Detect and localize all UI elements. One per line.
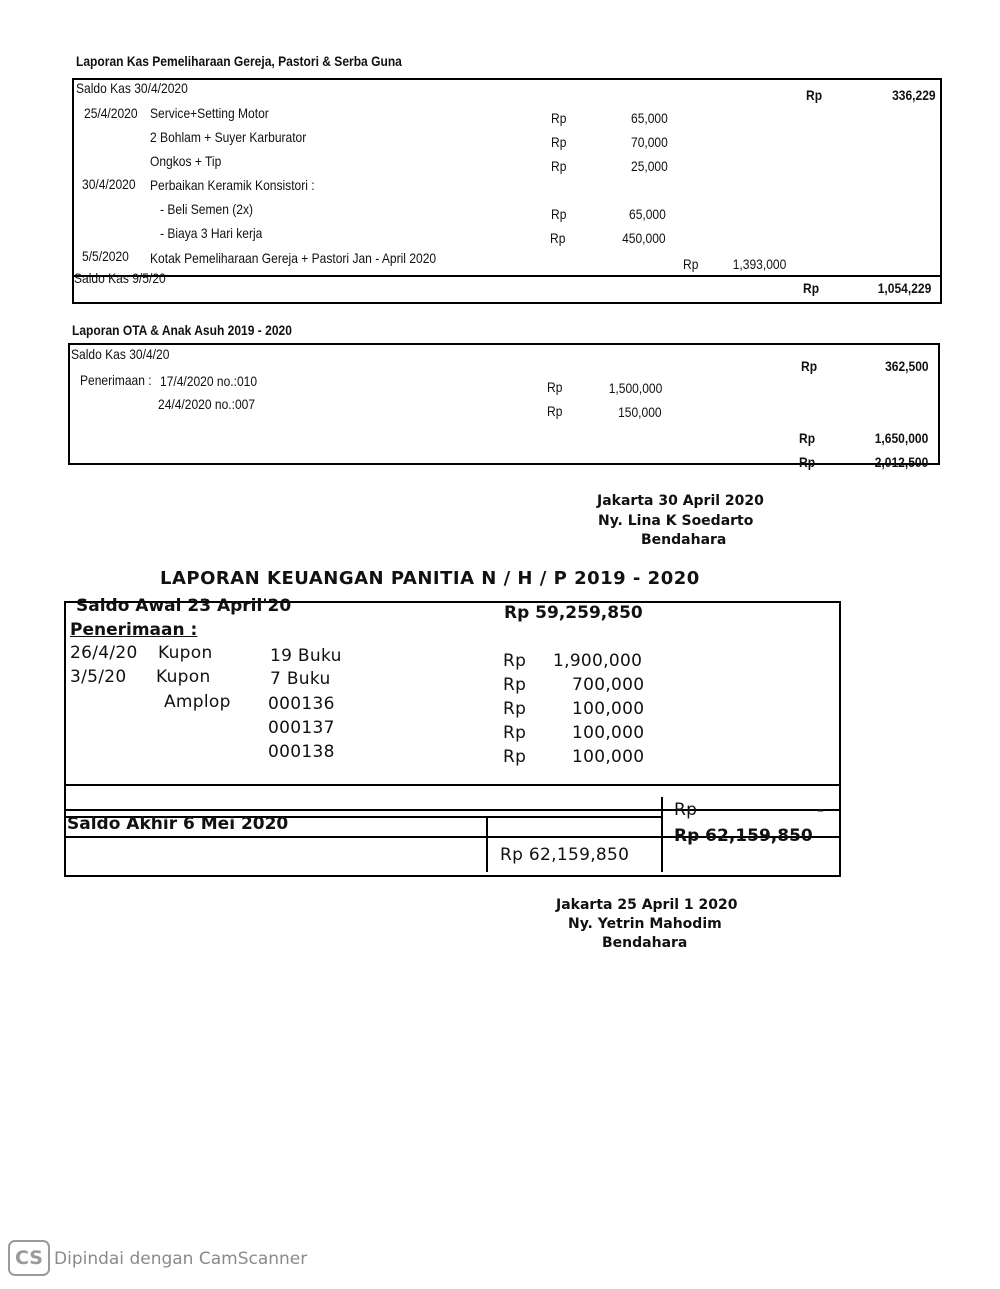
row-amount: 100,000 (572, 723, 645, 743)
section3-closing-value: Rp 62,159,850 (674, 826, 813, 846)
row-amount: 450,000 (622, 230, 666, 246)
row-description: Service+Setting Motor (150, 105, 269, 121)
section1-opening-amount: 336,229 (892, 87, 936, 103)
row-amount: 1,500,000 (608, 380, 662, 396)
section3-col-right (661, 797, 663, 872)
row-quantity: 7 Buku (270, 669, 331, 689)
signature-place-date: Jakarta 30 April 2020 (597, 493, 764, 509)
row-amount: 700,000 (572, 675, 645, 695)
expense-dash: - (817, 800, 825, 820)
signature-place-date: Jakarta 25 April 1 2020 (556, 897, 738, 913)
row-amount: 70,000 (631, 134, 668, 150)
row-amount: 150,000 (618, 404, 662, 420)
expense-currency: Rp (674, 800, 698, 820)
signature-name: Ny. Yetrin Mahodim (568, 916, 722, 932)
row-currency: Rp (550, 230, 566, 246)
section2-total-amount: 2,012,500 (874, 454, 928, 470)
row-currency: Rp (547, 379, 563, 395)
section3-col-mid (486, 816, 488, 872)
section1-closing-amount: 1,054,229 (877, 280, 931, 296)
row-currency: Rp (551, 206, 567, 222)
row-description: - Biaya 3 Hari kerja (160, 225, 263, 241)
section1-closing-divider (72, 275, 940, 277)
row-currency: Rp (503, 699, 527, 719)
row-quantity: 000138 (268, 742, 335, 762)
section2-subtotal-amount: 1,650,000 (874, 430, 928, 446)
section1-title: Laporan Kas Pemeliharaan Gereja, Pastori & Serba Guna (76, 53, 402, 69)
row-amount: 65,000 (629, 206, 666, 222)
section2-title: Laporan OTA & Anak Asuh 2019 - 2020 (72, 322, 292, 338)
row-amount: 25,000 (631, 158, 668, 174)
section3-receipt-label: Penerimaan : (70, 620, 198, 640)
section2-opening-amount: 362,500 (885, 358, 929, 374)
row-description: 24/4/2020 no.:007 (158, 396, 256, 412)
camscanner-logo-icon: CS (8, 1240, 50, 1276)
section2-total-currency: Rp (799, 454, 816, 470)
signature-role: Bendahara (641, 532, 727, 548)
row-description: - Beli Semen (2x) (160, 201, 254, 217)
income-currency: Rp (683, 256, 699, 272)
row-amount: 1,900,000 (553, 651, 643, 671)
section3-opening-label: Saldo Awal 23 April'20 (76, 596, 292, 616)
section1-closing-label: Saldo Kas 9/5/20 (74, 270, 166, 286)
section3-divider-top (64, 784, 839, 786)
row-currency: Rp (551, 110, 567, 126)
row-date: 25/4/2020 (84, 105, 138, 121)
row-currency: Rp (503, 723, 527, 743)
row-amount: 100,000 (572, 747, 645, 767)
section2-opening-label: Saldo Kas 30/4/20 (71, 346, 170, 362)
signature-role: Bendahara (602, 935, 688, 951)
row-item: Amplop (164, 692, 231, 712)
row-quantity: 000137 (268, 718, 335, 738)
row-description: 2 Bohlam + Suyer Karburator (150, 129, 307, 145)
row-currency: Rp (503, 747, 527, 767)
section3-opening-value: Rp 59,259,850 (504, 603, 643, 623)
row-date: 30/4/2020 (82, 176, 136, 192)
section3-check-value: Rp 62,159,850 (500, 845, 630, 865)
income-date: 5/5/2020 (82, 248, 129, 264)
row-currency: Rp (503, 651, 527, 671)
section2-subtotal-currency: Rp (799, 430, 816, 446)
row-quantity: 000136 (268, 694, 335, 714)
row-currency: Rp (547, 403, 563, 419)
section2-opening-currency: Rp (801, 358, 818, 374)
section1-closing-currency: Rp (803, 280, 820, 296)
row-currency: Rp (551, 134, 567, 150)
row-amount: 100,000 (572, 699, 645, 719)
row-description: Ongkos + Tip (150, 153, 222, 169)
row-quantity: 19 Buku (270, 646, 342, 666)
section3-title: LAPORAN KEUANGAN PANITIA N / H / P 2019 - 2020 (160, 568, 700, 589)
scanner-watermark-text: Dipindai dengan CamScanner (54, 1249, 308, 1269)
section3-divider-mid (64, 809, 839, 811)
row-currency: Rp (503, 675, 527, 695)
row-item: Kupon (158, 643, 213, 663)
income-description: Kotak Pemeliharaan Gereja + Pastori Jan - April 2020 (150, 250, 437, 266)
row-currency: Rp (551, 158, 567, 174)
row-item: Kupon (156, 667, 211, 687)
income-amount: 1,393,000 (732, 256, 786, 272)
row-date: 26/4/20 (70, 643, 138, 663)
row-date: 3/5/20 (70, 667, 127, 687)
section3-closing-label: Saldo Akhir 6 Mei 2020 (67, 814, 289, 834)
row-description: 17/4/2020 no.:010 (160, 373, 258, 389)
section1-opening-label: Saldo Kas 30/4/2020 (76, 80, 188, 96)
row-amount: 65,000 (631, 110, 668, 126)
signature-name: Ny. Lina K Soedarto (598, 513, 754, 529)
row-description: Perbaikan Keramik Konsistori : (150, 177, 315, 193)
receipt-label: Penerimaan : (80, 372, 152, 388)
section1-opening-currency: Rp (806, 87, 823, 103)
